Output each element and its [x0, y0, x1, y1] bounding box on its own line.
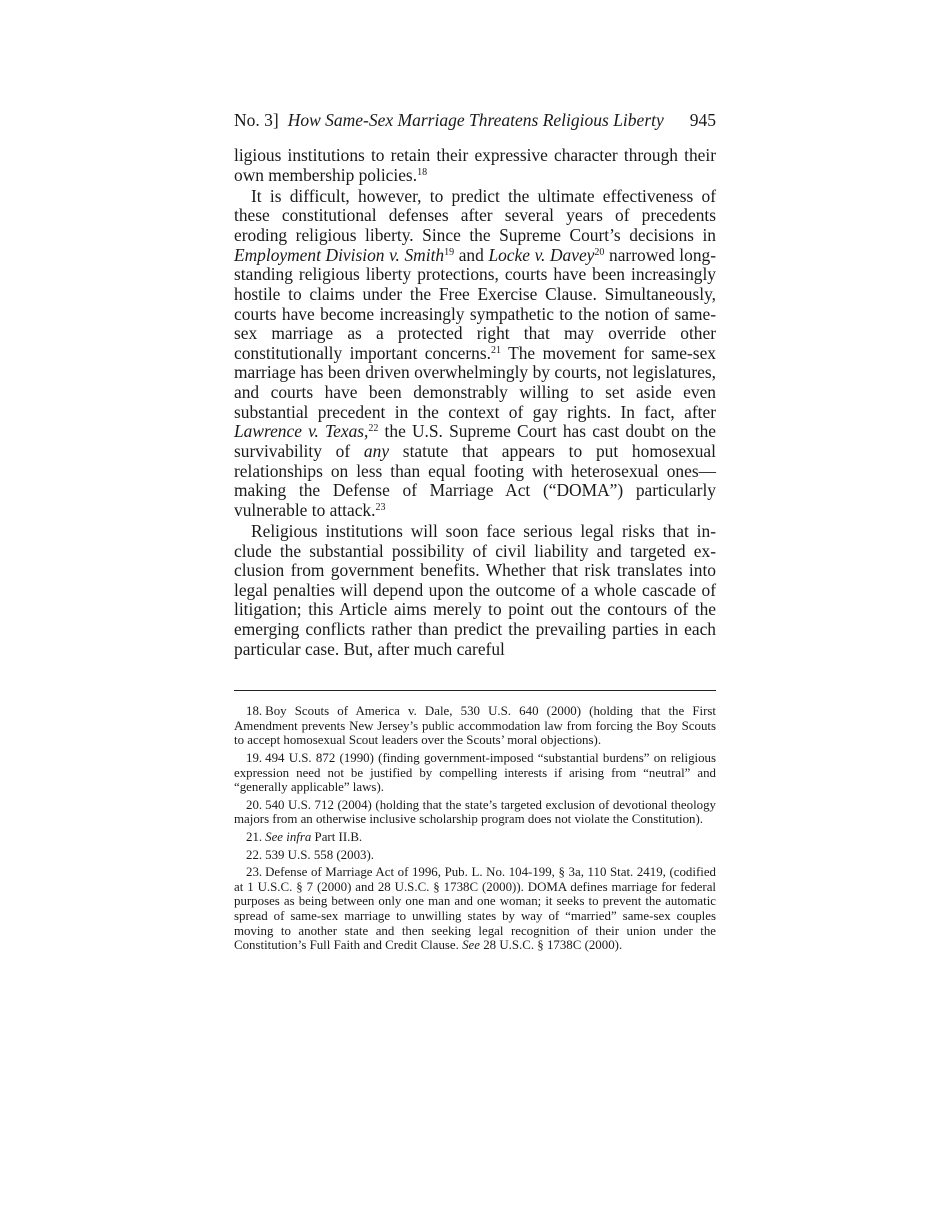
footnote-22: 22. 539 U.S. 558 (2003).: [246, 847, 374, 862]
footnote-23: 23. Defense of Marriage Act of 1996, Pub. L. No. 104-199, § 3a, 110 Stat. 2419, (codified at 1 U.S.C. § 7 (2000) and 28 U.S.C. § 1738C (2000)). DOMA defines marriage for federal purposes as being between only one man and one woman; it seeks to prevent the automatic spread of same-sex marriage to unwilling states by way of “married” same-sex couples moving to another state and then seeking legal recognition of their union under the Constitution’s Full Faith and Credit Clause. See 28 U.S.C. § 1738C (2000).: [234, 865, 716, 953]
citation-signal: See infra: [265, 830, 312, 844]
footnotes: [234, 704, 716, 953]
body-text: [234, 146, 716, 659]
page-number: 945: [689, 110, 716, 130]
journal-page: [234, 108, 716, 956]
volume-number: No. 3]: [234, 110, 279, 130]
running-header: [234, 108, 716, 132]
case-name: Locke v. Davey: [488, 244, 595, 265]
footnote-ref-18[interactable]: 18: [417, 166, 428, 178]
emphasis: any: [363, 440, 390, 461]
footnote-21: 21. See infra Part II.B.: [246, 830, 363, 844]
footnote-ref-19[interactable]: 19: [444, 246, 455, 258]
running-title: How Same-Sex Marriage Threatens Religious Liberty: [287, 110, 664, 130]
paragraph: Religious institutions will soon face serious legal risks that include the substantial possibility of civil liability and targeted exclusion from government benefits. Whether that risk translates into legal penalties will depend upon the outcome of a whole cascade of litigation; this Article aims merely to point out the contours of the emerging conflicts rather than predict the prevailing parties in each particular case. But, after much careful: [234, 520, 716, 659]
footnote-ref-23[interactable]: 23: [375, 501, 386, 513]
footnote-ref-21[interactable]: 21: [490, 344, 501, 356]
footnote-18: 18. Boy Scouts of America v. Dale, 530 U.S. 640 (2000) (holding that the First Amendment prevents New Jersey’s public accommodation law from forcing the Boy Scouts to accept homosexual Scout leaders over the Scouts’ moral objections).: [234, 704, 716, 748]
header-left: [234, 108, 664, 132]
case-name: Lawrence v. Texas: [234, 421, 365, 442]
footnote-19: 19. 494 U.S. 872 (1990) (finding government-imposed “substantial burdens” on religious expression need not be justified by compelling interests if arising from “neutral” and “generally applicable” laws).: [234, 751, 716, 795]
footnote-ref-22[interactable]: 22: [368, 423, 379, 435]
footnote-ref-20[interactable]: 20: [594, 246, 605, 258]
case-name: Employment Division v. Smith: [234, 244, 445, 265]
footnote-divider: [234, 690, 716, 691]
paragraph: It is difficult, however, to predict the ultimate effectiveness of these constitutional defenses after several years of precedents eroding religious liberty. Since the Supreme Court’s decisions in Employment Division v. Smith$^{19}$ and Locke v. Davey$^{20}$ narrowed long-standing religious liberty protections, courts have been increasingly hostile to claims under the Free Exercise Clause. Simultaneously, courts have become increasingly sympathetic to the notion of same-sex marriage as a protected right that may override other constitutionally important concerns.$^{21}$ The movement for same-sex marriage has been driven overwhelmingly by courts, not legislatures, and courts have been demonstrably willing to set aside even substantial precedent in the context of gay rights. In fact, after Lawrence v. Texas,$^{22}$ the U.S. Supreme Court has cast doubt on the survivability of any statute that appears to put homosexual relationships on less than equal footing with heterosexual ones—making the Defense of Marriage Act (“DOMA”) particularly vulnerable to attack.$^{23}$: [234, 185, 716, 520]
footnote-20: 20. 540 U.S. 712 (2004) (holding that the state’s targeted exclusion of devotional theology majors from an otherwise inclusive scholarship program does not violate the Constitution).: [234, 797, 716, 827]
paragraph-continued: ligious institutions to retain their expressive character through their own membership policies.$^{18}$: [234, 145, 716, 185]
citation-signal: See: [462, 938, 480, 953]
